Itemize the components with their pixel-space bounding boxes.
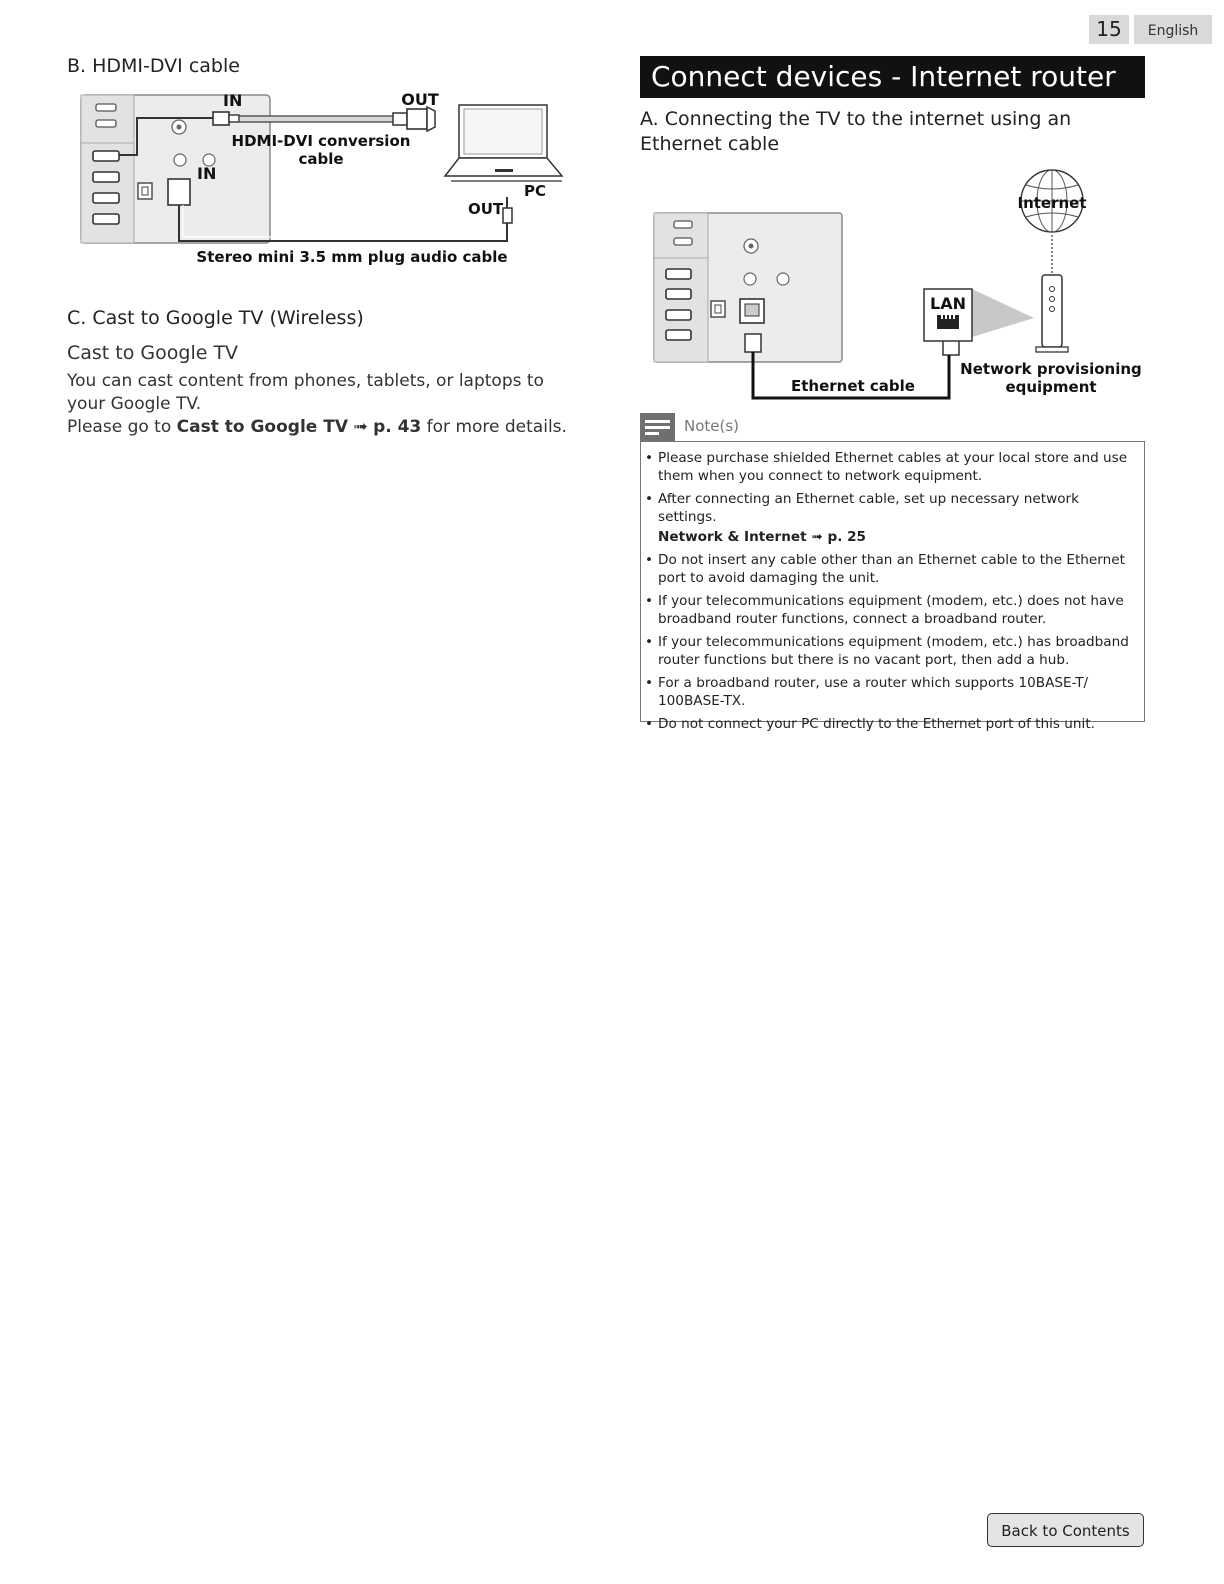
cable-label-2: cable <box>298 150 344 168</box>
section-b-title: B. HDMI-DVI cable <box>67 55 240 77</box>
cast-paragraph: You can cast content from phones, tablets, or laptops to your Google TV. <box>67 371 544 414</box>
network-label-1: Network provisioning <box>960 360 1142 378</box>
section-a-title: A. Connecting the TV to the internet using an Ethernet cable <box>640 108 1072 155</box>
note-icon <box>640 413 675 441</box>
section-c-title: C. Cast to Google TV (Wireless) <box>67 307 364 329</box>
note-item: • If your telecommunications equipment (modem, etc.) does not have broadband router functions, connect a broadband router. <box>645 592 1140 628</box>
note-item: • Do not connect your PC directly to the Ethernet port of this unit. <box>645 715 1140 733</box>
language-label: English <box>1134 15 1212 44</box>
back-to-contents-button[interactable]: Back to Contents <box>987 1513 1144 1547</box>
note-item: • Do not insert any cable other than an Ethernet cable to the Ethernet port to avoid damaging the unit. <box>645 551 1140 587</box>
in-label-top: IN <box>223 91 243 110</box>
pc-label: PC <box>524 182 547 200</box>
page-title: Connect devices - Internet router <box>640 56 1145 98</box>
note-item: • For a broadband router, use a router which supports 10BASE-T/ 100BASE-TX. <box>645 674 1140 710</box>
page-number: 15 <box>1089 15 1129 44</box>
network-label-2: equipment <box>1005 378 1097 396</box>
ethernet-label: Ethernet cable <box>791 377 915 395</box>
note-item: • If your telecommunications equipment (modem, etc.) has broadband router functions but there is no vacant port, then add a hub. <box>645 633 1140 669</box>
cast-goto-page[interactable]: p. 43 <box>373 417 422 437</box>
out-label-bottom: OUT <box>468 200 504 218</box>
arrow-icon: ➟ <box>353 417 368 437</box>
note-item: • After connecting an Ethernet cable, set up necessary network settings. Network & Internet ➟ p. 25 <box>645 490 1140 546</box>
audio-cable-label: Stereo mini 3.5 mm plug audio cable <box>196 248 508 266</box>
lan-label: LAN <box>930 294 966 313</box>
network-settings-link[interactable]: Network & Internet ➟ p. 25 <box>658 529 867 545</box>
notes-label: Note(s) <box>684 417 740 435</box>
note-item: • Please purchase shielded Ethernet cables at your local store and use them when you connect to network equipment. <box>645 449 1140 485</box>
ethernet-diagram <box>650 165 1145 405</box>
cable-label-1: HDMI-DVI conversion <box>231 132 411 150</box>
cast-goto-link[interactable]: Cast to Google TV <box>176 417 348 437</box>
notes-list <box>645 449 1140 738</box>
out-label-top: OUT <box>401 90 439 109</box>
cast-goto-suffix: for more details. <box>421 417 567 437</box>
internet-label: Internet <box>1017 194 1087 212</box>
cast-goto-line <box>67 416 587 439</box>
cast-goto-prefix: Please go to <box>67 417 177 437</box>
in-label-bottom: IN <box>197 164 217 183</box>
hdmi-dvi-diagram <box>75 85 575 270</box>
cast-subtitle: Cast to Google TV <box>67 342 239 364</box>
